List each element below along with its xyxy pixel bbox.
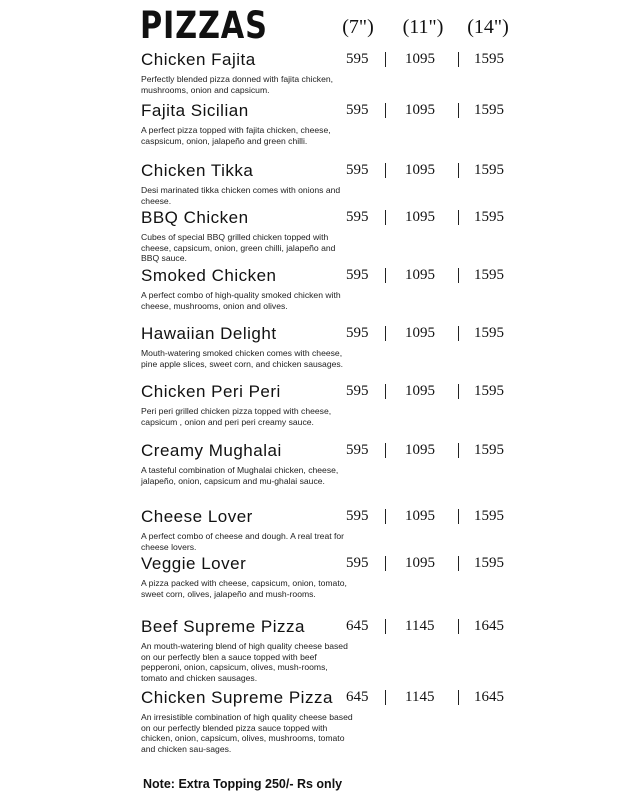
- price-11: 1095: [405, 267, 435, 283]
- price-7: 595: [346, 325, 369, 341]
- price-14: 1595: [474, 555, 504, 571]
- divider: [458, 52, 459, 67]
- divider: [458, 509, 459, 524]
- item-name: Fajita Sicilian: [141, 101, 249, 120]
- divider: [385, 52, 386, 67]
- divider: [385, 326, 386, 341]
- item-description: An irresistible combination of high quality cheese based on our perfectly blended pizza sauce topped with chicken, onion, capsicum, olives, mushrooms, tomato and chicken sau-sages.: [141, 712, 353, 754]
- divider: [385, 268, 386, 283]
- price-11: 1095: [405, 325, 435, 341]
- price-11: 1095: [405, 162, 435, 178]
- divider: [458, 103, 459, 118]
- price-14: 1595: [474, 267, 504, 283]
- divider: [458, 163, 459, 178]
- divider: [385, 509, 386, 524]
- item-name: Chicken Tikka: [141, 161, 254, 180]
- price-11: 1095: [405, 555, 435, 571]
- price-11: 1145: [405, 689, 435, 705]
- price-7: 595: [346, 102, 369, 118]
- price-11: 1095: [405, 209, 435, 225]
- price-14: 1595: [474, 102, 504, 118]
- item-name: Beef Supreme Pizza: [141, 617, 305, 636]
- item-name: Chicken Fajita: [141, 50, 256, 69]
- price-7: 645: [346, 618, 369, 634]
- item-name: BBQ Chicken: [141, 208, 249, 227]
- item-description: A perfect combo of cheese and dough. A real treat for cheese lovers.: [141, 531, 345, 552]
- item-description: A tasteful combination of Mughalai chicken, cheese, jalapeño, onion, capsicum and mu-ghalai sauce.: [141, 465, 339, 486]
- divider: [458, 326, 459, 341]
- price-14: 1595: [474, 162, 504, 178]
- item-description: Cubes of special BBQ grilled chicken topped with cheese, capsicum, onion, green chilli, jalapeño and BBQ sauce.: [141, 232, 336, 264]
- page-title: PIZZAS: [140, 4, 268, 47]
- price-7: 645: [346, 689, 369, 705]
- divider: [385, 443, 386, 458]
- item-description: Perfectly blended pizza donned with fajita chicken, mushrooms, onion and capsicum.: [141, 74, 334, 95]
- price-11: 1095: [405, 383, 435, 399]
- divider: [458, 690, 459, 705]
- item-name: Cheese Lover: [141, 507, 253, 526]
- item-name: Smoked Chicken: [141, 266, 277, 285]
- price-7: 595: [346, 442, 369, 458]
- price-14: 1595: [474, 51, 504, 67]
- price-7: 595: [346, 51, 369, 67]
- divider: [458, 384, 459, 399]
- item-description: A perfect combo of high-quality smoked chicken with cheese, mushrooms, onion and olives.: [141, 290, 341, 311]
- item-description: A perfect pizza topped with fajita chicken, cheese, caspsicum, onion, jalapeño and green chilli.: [141, 125, 331, 146]
- item-name: Creamy Mughalai: [141, 441, 282, 460]
- size-header-11: (11"): [402, 16, 444, 38]
- price-11: 1095: [405, 442, 435, 458]
- divider: [385, 690, 386, 705]
- note-label: Note:: [143, 777, 175, 791]
- item-name: Chicken Peri Peri: [141, 382, 281, 401]
- divider: [458, 556, 459, 571]
- item-description: Mouth-watering smoked chicken comes with cheese, pine apple slices, sweet corn, and chicken sausages.: [141, 348, 344, 369]
- price-7: 595: [346, 508, 369, 524]
- divider: [458, 268, 459, 283]
- divider: [458, 443, 459, 458]
- divider: [385, 384, 386, 399]
- divider: [385, 210, 386, 225]
- divider: [385, 103, 386, 118]
- item-description: Peri peri grilled chicken pizza topped with cheese, capsicum , onion and peri peri creamy sauce.: [141, 406, 332, 427]
- divider: [385, 619, 386, 634]
- item-description: An mouth-watering blend of high quality cheese based on our perfectly blen a sauce topped with beef pepperoni, onion, capsicum, olives, mush-rooms, tomato and chicken sausages.: [141, 641, 348, 683]
- price-14: 1595: [474, 325, 504, 341]
- price-14: 1645: [474, 618, 504, 634]
- item-description: A pizza packed with cheese, capsicum, onion, tomato, sweet corn, olives, jalapeño and mush-rooms.: [141, 578, 347, 599]
- price-14: 1595: [474, 508, 504, 524]
- price-7: 595: [346, 162, 369, 178]
- price-11: 1095: [405, 508, 435, 524]
- price-14: 1595: [474, 209, 504, 225]
- price-11: 1095: [405, 102, 435, 118]
- divider: [458, 210, 459, 225]
- item-name: Hawaiian Delight: [141, 324, 277, 343]
- item-description: Desi marinated tikka chicken comes with onions and cheese.: [141, 185, 341, 206]
- item-name: Chicken Supreme Pizza: [141, 688, 333, 707]
- size-header-7: (7"): [342, 16, 374, 38]
- note-text: Extra Topping 250/- Rs only: [178, 777, 343, 791]
- price-14: 1595: [474, 442, 504, 458]
- price-11: 1145: [405, 618, 435, 634]
- price-7: 595: [346, 383, 369, 399]
- extra-topping-note: [143, 777, 342, 791]
- price-7: 595: [346, 267, 369, 283]
- divider: [385, 556, 386, 571]
- divider: [385, 163, 386, 178]
- size-header-14: (14"): [467, 16, 509, 38]
- price-11: 1095: [405, 51, 435, 67]
- divider: [458, 619, 459, 634]
- price-7: 595: [346, 209, 369, 225]
- item-name: Veggie Lover: [141, 554, 247, 573]
- price-14: 1645: [474, 689, 504, 705]
- price-14: 1595: [474, 383, 504, 399]
- price-7: 595: [346, 555, 369, 571]
